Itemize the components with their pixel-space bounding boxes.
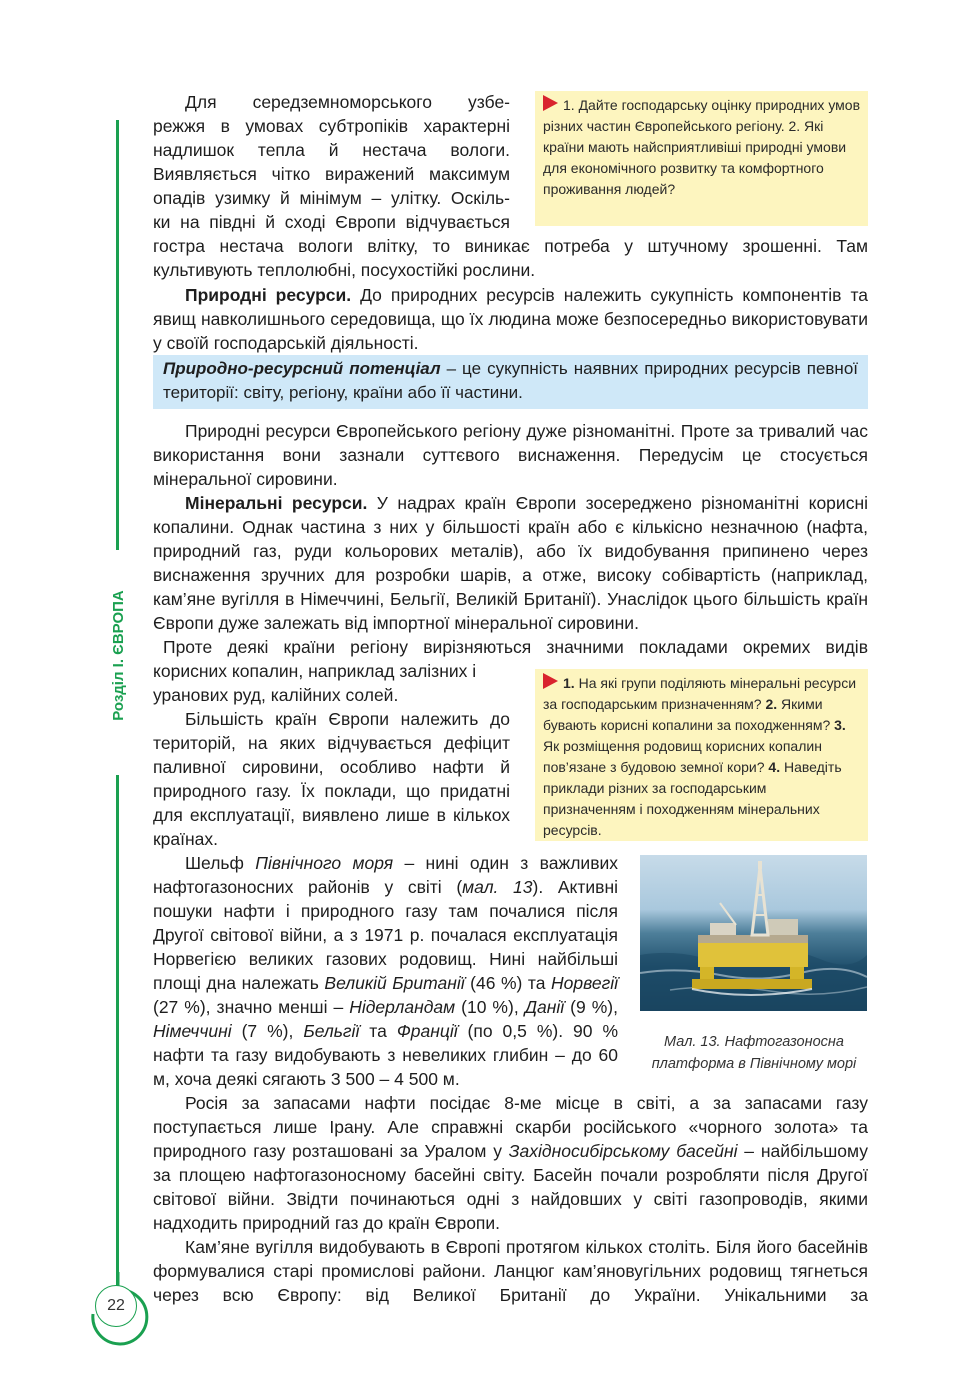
heading-mineral-resources: Мінеральні ресурси. xyxy=(185,493,368,513)
definition-text: – це сукупність наявних природних ресурсів певної території: світу, регіону, країни або її частини. xyxy=(163,359,858,402)
red-triangle-marker-icon xyxy=(543,673,558,689)
question-text: На які групи поділяють мінеральні ресурси за господарським призначенням? xyxy=(543,675,857,712)
question-text: Як розміщення родовищ корисних копалин пов’язане з будовою земної кори? xyxy=(543,738,822,775)
paragraph-russia-reserves xyxy=(153,1091,868,1235)
country-name: Франції xyxy=(396,1021,458,1041)
country-name: Данії xyxy=(524,997,565,1017)
paragraph-resources-depletion: Природні ресурси Європейського регіону дуже різноманітні. Проте за тривалий час використання вони зазнали суттєвого виснаження. Передусім це стосується мінеральної сировини. xyxy=(153,421,868,489)
paragraph-natural-resources xyxy=(153,283,868,355)
country-name: Нідерландам xyxy=(349,997,456,1017)
paragraph-north-sea-shelf xyxy=(153,851,618,1091)
paragraph-deposits-rest: корисних копалин, наприклад залізних і уранових руд, калійних солей. xyxy=(153,661,477,705)
paragraph-deposits-line: Проте деякі країни регіону вирізняються значними покладами окремих видів xyxy=(163,637,868,657)
question-box-mineral-resources xyxy=(535,669,868,841)
text-run: (9 %), xyxy=(564,997,618,1017)
question-text: Наведіть приклади різних за господарським призначенням і походженням мінеральних ресурсів. xyxy=(543,759,842,838)
text-line: опадів узимку й мінімум – улітку. Оскіль- xyxy=(153,188,510,208)
paragraph-fuel-deficit: Більшість країн Європи належить до територій, на яких відчувається дефіцит паливної сировини, особливо нафти й природного газу. Їх поклади, що придатні для експлуатації, виявлено лише в кількох країнах. xyxy=(153,709,510,849)
text-line: Виявляється чітко виражений максимум xyxy=(153,164,510,184)
question-box-natural-conditions xyxy=(535,91,868,226)
definition-box xyxy=(153,355,868,409)
side-rule-bottom xyxy=(116,775,119,1315)
red-triangle-marker-icon xyxy=(543,95,558,111)
section-label: Розділ І. ЄВРОПА xyxy=(109,589,127,721)
text-run: та xyxy=(359,1021,397,1041)
side-rule-top xyxy=(116,120,119,550)
place-name: Північного моря xyxy=(255,853,394,873)
figure-reference: мал. 13 xyxy=(462,877,533,897)
question-text: 1. Дайте господарську оцінку природних умов різних частин Європейського регіону. 2. Які країни мають найсприятливіші природні умови для економічного розвитку та комфортного проживання людей? xyxy=(543,97,861,197)
body-text: У надрах країн Європи зосереджено різноманітні корисні копалини. Однак частина з них у більшості країн або є кількісно незначною (нафта, природний газ, руди кольорових металів), або їх видобування припинено через виснаження зручних для розробки шарів, а отже, високу собівартість (наприклад, кам’яне вугілля в Німеччині, Бельгії, Великій Британії). Унаслідок цього більшість країн Європи дуже залежать від імпортної мінеральної сировини. xyxy=(153,493,868,633)
figure-caption xyxy=(628,1031,880,1075)
question-number: 3. xyxy=(834,717,846,733)
text-run: (10 %), xyxy=(455,997,525,1017)
text-line: ки на півдні й сході Європи відчувається xyxy=(153,212,510,232)
heading-natural-resources: Природні ресурси. xyxy=(185,285,352,305)
text-run: (27 %), значно менші – xyxy=(153,997,350,1017)
paragraph-coal: Кам’яне вугілля видобувають в Європі протягом кількох століть. Біля його басейнів формувалися старі промислові райони. Ланцюг кам’яновугільних родовищ тягнеться через всю Європу: від Великої Британії до України. Унікальними за xyxy=(153,1237,868,1305)
country-name: Норвегії xyxy=(550,973,618,993)
question-text: Якими бувають корисні копалини за походженням? xyxy=(543,696,835,733)
text-run: ). Активні пошуки нафти і природного газу там почалися після Другої світової війни, а з 1971 р. почалася експлуатація Норвегією великих газових родовищ. Нині найбільші площі дна належать xyxy=(153,877,618,993)
paragraph-climate-intro xyxy=(153,90,510,234)
page-number: 22 xyxy=(95,1285,137,1327)
definition-term: Природно-ресурсний потенціал xyxy=(163,359,441,378)
country-name: Німеччині xyxy=(153,1021,232,1041)
text-run: (7 %), xyxy=(231,1021,304,1041)
oil-platform-illustration xyxy=(640,855,867,1011)
basin-name: Західносибірському басейні xyxy=(508,1141,738,1161)
caption-line: платформа в Північному морі xyxy=(651,1056,857,1072)
oil-platform-photo xyxy=(640,855,867,1011)
paragraph-climate-continuation: гостра нестача вологи влітку, то виникає потреба у штучному зрошенні. Там культивують теплолюбні, посухостійкі рослини. xyxy=(153,236,868,280)
text-run: Росія за запасами нафти посідає 8-ме місце в світі, а за запасами газу поступається лише Ірану. Але справжні скарби російського «чорного золота» та природного газу розташовані за Уралом у xyxy=(153,1093,868,1161)
text-line: режжя в умовах субтропіків характерні xyxy=(153,116,510,136)
question-number: 1. xyxy=(563,675,575,691)
text-run: (46 %) та xyxy=(464,973,551,993)
text-run: Шельф xyxy=(185,853,256,873)
text-run: – нині один з важливих нафтогазоносних районів у світі ( xyxy=(153,853,619,897)
caption-line: Мал. 13. Нафтогазоносна xyxy=(664,1034,844,1050)
paragraph-mineral-resources xyxy=(153,491,868,635)
text-run: – найбільшому за площею нафтогазоносному басейні світу. Басейн почали розробляти після Другої світової війни. Звідти починаються одні з найдовших у світі газопроводів, якими надходить природний газ до країн Європи. xyxy=(153,1141,868,1233)
text-line: надлишок тепла й нестача вологи. xyxy=(153,140,510,160)
country-name: Великій Британії xyxy=(324,973,465,993)
text-line: Для середземноморського узбе- xyxy=(185,92,510,112)
text-run: (по 0,5 %). 90 % нафти та газу видобувають з невеликих глибин – до 60 м, хоча деякі сягають 3 500 – 4 500 м. xyxy=(153,1021,619,1089)
country-name: Бельгії xyxy=(303,1021,360,1041)
body-text: До природних ресурсів належить сукупність компонентів та явищ навколишнього середовища, що їх людина може безпосередньо використовувати у своїй господарській діяльності. xyxy=(153,285,868,353)
question-number: 2. xyxy=(765,696,778,712)
question-number: 4. xyxy=(768,759,781,775)
